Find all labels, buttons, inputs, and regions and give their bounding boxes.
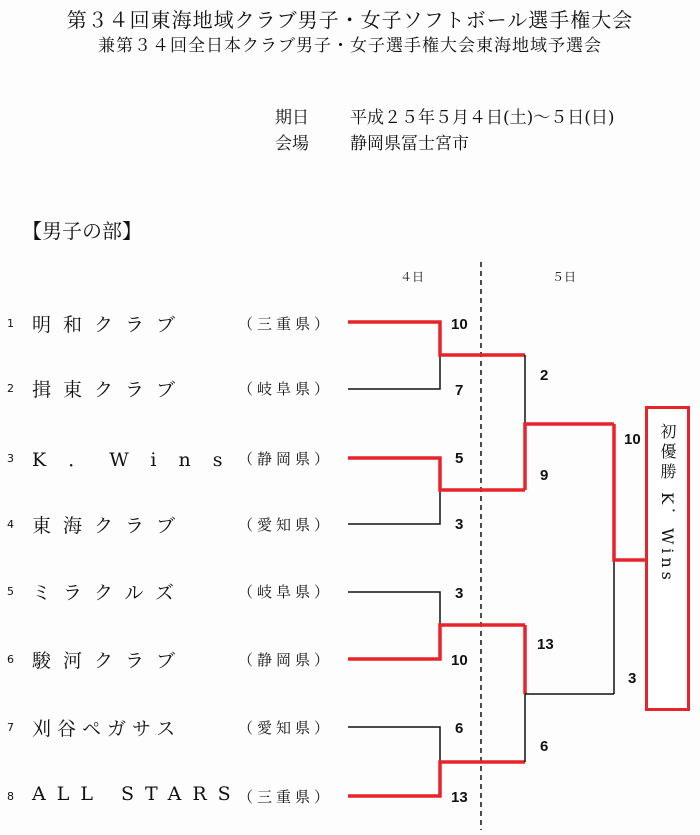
bracket-line-loser [348,727,440,762]
team-name: 東海クラブ [32,515,188,537]
team-prefecture: （愛知県） [238,719,334,737]
team-index: 2 [7,382,14,395]
team-name: 駿河クラブ [32,650,188,672]
date-label: 期日 [275,108,309,128]
bracket-line-loser [348,355,440,389]
team-name: 揖東クラブ [32,379,188,401]
team-index: 4 [7,518,14,531]
team-name: ミラクルズ [32,582,186,604]
day-label-4: ４日 [400,270,425,284]
date-value: 平成２５年５月４日(土)～５日(日) [350,108,615,128]
score-r1: 5 [455,450,464,467]
score-r1: 10 [451,652,468,669]
team-prefecture: （三重県） [238,315,334,333]
team-index: 8 [7,790,14,803]
score-sf: 13 [537,636,554,653]
team-prefecture: （静岡県） [238,450,334,468]
score-final: 10 [624,431,641,448]
score-sf: 2 [540,367,549,384]
score-final: 3 [628,670,637,687]
team-prefecture: （岐阜県） [238,380,334,398]
team-index: 6 [7,653,14,666]
team-index: 7 [7,721,14,734]
team-prefecture: （愛知県） [238,516,334,534]
score-r1: 10 [451,316,468,333]
score-r1: 13 [451,789,468,806]
bracket-line-winner [348,762,525,796]
score-r1: 3 [455,585,464,602]
team-name: ALL STARS [32,783,242,805]
section-title: 【男子の部】 [22,219,142,243]
venue-label: 会場 [275,134,309,154]
bracket-line-winner [348,458,525,490]
team-name: K．Wins [32,449,245,471]
title-line-2: 兼第３４回全日本クラブ男子・女子選手権大会東海地域予選会 [98,36,602,56]
team-name: 明和クラブ [32,314,188,336]
score-r1: 6 [455,720,464,737]
day-label-5: ５日 [552,270,577,284]
team-index: 3 [7,452,14,465]
score-r1: 7 [455,382,464,399]
team-prefecture: （静岡県） [238,651,334,669]
team-index: 1 [7,317,14,330]
winner-text: 初優勝 K．Wins [658,423,677,584]
score-r1: 3 [455,516,464,533]
title-line-1: 第３４回東海地域クラブ男子・女子ソフトボール選手権大会 [66,8,634,32]
team-prefecture: （三重県） [238,788,334,806]
score-sf: 6 [540,738,549,755]
team-prefecture: （岐阜県） [238,583,334,601]
bracket-line-loser [348,490,440,524]
team-name: 刈谷ペガサス [32,718,182,740]
venue-value: 静岡県冨士宮市 [350,134,469,154]
bracket-line-winner [348,322,525,355]
team-index: 5 [7,585,14,598]
bracket-line-loser [348,592,440,625]
bracket-line-winner [525,424,614,490]
bracket-line-winner [348,625,525,659]
score-sf: 9 [540,467,549,484]
winner-box [645,406,690,711]
